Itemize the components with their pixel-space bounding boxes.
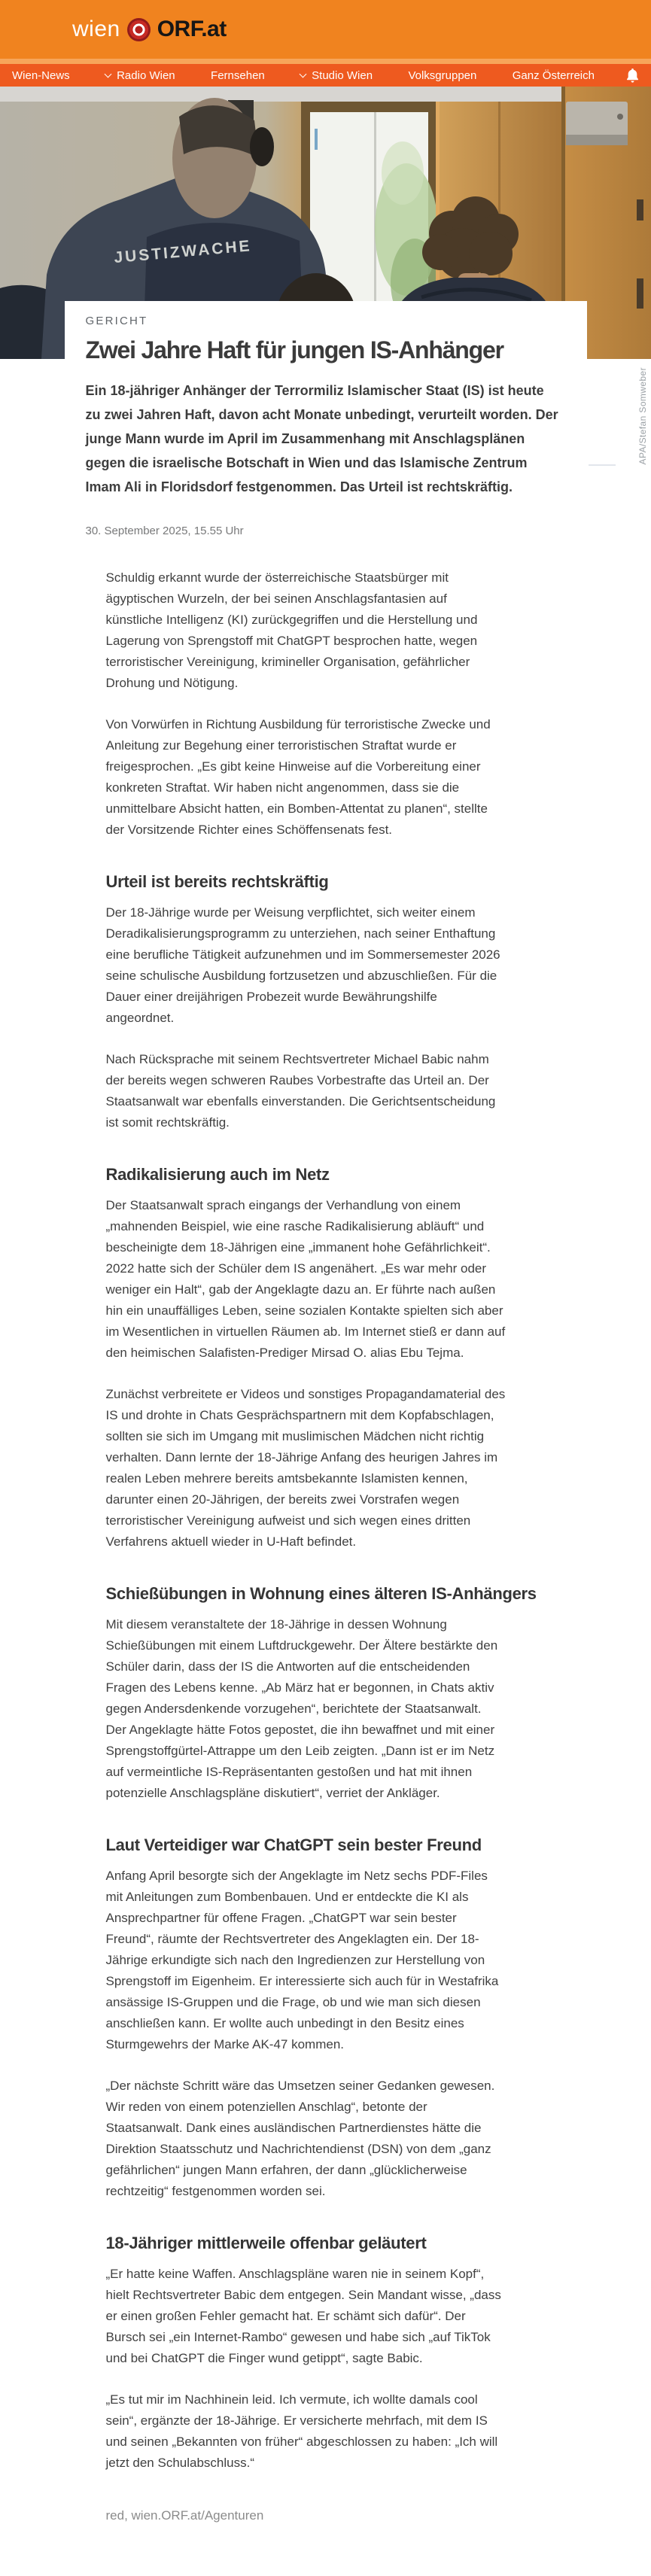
nav-item-label: Ganz Österreich bbox=[512, 68, 595, 82]
article-paragraph: Schuldig erkannt wurde der österreichische Staatsbürger mit ägyptischen Wurzeln, der bei seinen Anschlagsfantasien auf künstliche Intelligenz (KI) zurückgegriffen und die Herstellung und Lagerung von Sprengstoff mit ChatGPT besprochen hatte, wegen terroristischer Vereinigung, krimineller Organisation, gefährlicher Drohung und Nötigung. bbox=[105, 570, 478, 690]
photo-credit: APA/Stefan Somweber bbox=[637, 367, 648, 465]
article-paragraph: Nach Rücksprache mit seinem Rechtsvertreter Michael Babic nahm der bereits wegen schweren Raubes Vorbestrafte das Urteil an. Der Staatsanwalt war ebenfalls einverstanden. Die Gerichtsentscheidung ist somit rechtskräftig. bbox=[105, 1051, 496, 1130]
article-paragraph: Der Staatsanwalt sprach eingangs der Verhandlung von einem „mahnenden Beispiel, wie eine rasche Radikalisierung abläuft“ und bescheinigte dem 18-Jährigen eine „immanent hohe Gefährlichkeit“. 2022 hatte sich der Schüler dem IS angenähert. „Es war mehr oder weniger ein Halt“, gab der Angeklagte dazu an. Er führte nach außen hin ein unauffälliges Leben, seine sozialen Kontakte spielten sich aber im Wesentlichen in virtuellen Räumen ab. Im Internet stieß er dann auf den heimischen Salafisten-Prediger Mirsad O. alias Ebu Tejma. bbox=[105, 1197, 506, 1360]
article-header bbox=[65, 315, 587, 537]
nav-item-label: Wien-News bbox=[12, 68, 70, 82]
section-heading: 18-Jähriger mittlerweile offenbar geläutert bbox=[105, 2233, 427, 2252]
nav-item-label: Fernsehen bbox=[211, 68, 265, 82]
brand-site-label: ORF.at bbox=[157, 17, 227, 41]
bell-icon bbox=[626, 68, 639, 83]
article-date: 30. September 2025, 15.55 Uhr bbox=[85, 524, 244, 537]
chevron-down-icon bbox=[300, 71, 307, 78]
article-stage bbox=[0, 87, 651, 2576]
nav-item-studio-wien[interactable] bbox=[300, 69, 373, 82]
nav-item-fernsehen[interactable] bbox=[211, 69, 265, 82]
nav-item-label: Volksgruppen bbox=[408, 68, 477, 82]
article-lede: Ein 18-jähriger Anhänger der Terrormiliz Islamischer Staat (IS) ist heute zu zwei Jahren Haft, davon acht Monate unbedingt, verurteilt worden. Der junge Mann wurde im April im Zusammenhang mit Anschlagsplänen gegen die israelische Botschaft in Wien und das Islamische Zentrum Imam Ali in Floridsdorf festgenommen. Das Urteil ist rechtskräftig. bbox=[85, 382, 558, 494]
uniform-lettering: JUSTIZWACHE bbox=[113, 237, 253, 267]
section-heading: Laut Verteidiger war ChatGPT sein bester Freund bbox=[105, 1835, 482, 1854]
nav-item-label: Radio Wien bbox=[117, 68, 175, 82]
decorative-divider bbox=[589, 464, 616, 466]
article-paragraph: Mit diesem veranstaltete der 18-Jährige in dessen Wohnung Schießübungen mit einem Luftdruckgewehr. Der Ältere bestärkte den Schüler darin, dass der IS die Antworten auf die entscheidenden Fragen des Lebens kenne. „Ab März hat er begonnen, in Chats aktiv gegen Andersdenkende vorzugehen“, berichtete der Staatsanwalt. Der Angeklagte hätte Fotos gepostet, die ihn bewaffnet und mit einer Sprengstoffgürtel-Attrappe um den Leib zeigten. „Dann ist er im Netz auf vermeintliche IS-Repräsentanten gestoßen und hat mit ihnen potenzielle Anschlagspläne diskutiert“, verriet der Ankläger. bbox=[105, 1616, 498, 1800]
article-paragraph: Zunächst verbreitete er Videos und sonstiges Propagandamaterial des IS und drohte in Chats Gesprächspartnern mit dem Kopfabschlagen, sollten sie sich im Umgang mit muslimischen Mädchen nicht richtig verhalten. Dann lernte der 18-Jährige Anfang des heurigen Jahres im realen Leben mehrere bereits amtsbekannte Islamisten kennen, darunter einen 20-Jährigen, der bereits zwei Vorstrafen wegen terroristischer Vereinigung aufweist und sich wegen eines dritten Verfahrens aktuell wieder in U-Haft befindet. bbox=[105, 1386, 506, 1549]
chevron-down-icon bbox=[105, 71, 112, 78]
article-byline: red, wien.ORF.at/Agenturen bbox=[105, 2508, 264, 2523]
article-paragraph: Anfang April besorgte sich der Angeklagte im Netz sechs PDF-Files mit Anleitungen zum Bombenbauen. Und er entdeckte die KI als Ansprechpartner für offene Fragen. „ChatGPT war sein bester Freund“, räumte der Rechtsvertreter des Angeklagten ein. Der 18-Jährige erkundigte sich nach den Ingredienzen zur Herstellung von Sprengstoff im Eigenheim. Er interessierte sich auch für in Westafrika ansässige IS-Gruppen und die Frage, ob und wie man sich diesen anschließen kann. Er wollte auch unbedingt in den Besitz eines Sturmgewehrs der Marke AK-47 kommen. bbox=[105, 1868, 499, 2051]
article-paragraph: Von Vorwürfen in Richtung Ausbildung für terroristische Zwecke und Anleitung zur Begehung einer terroristischen Straftat wurde er freigesprochen. „Es gibt keine Hinweise auf die Vorbereitung einer konkreten Straftat. Wir haben nicht angenommen, dass sie die unmittelbare Absicht hatten, ein Bomben-Attentat zu planen“, stellte der Vorsitzende Richter eines Schöffensenats fest. bbox=[105, 716, 491, 837]
nav-items bbox=[12, 69, 626, 82]
article-paragraph: „Der nächste Schritt wäre das Umsetzen seiner Gedanken gewesen. Wir reden von einem potenziellen Anschlag“, betonte der Staatsanwalt. Dank eines ausländischen Partnerdienstes hätte die Direktion Staatsschutz und Nachrichtendienst (DSN) von dem „ganz gefährlichen“ jungen Mann erfahren, der dann „glücklicherweise rechtzeitig“ festgenommen worden sei. bbox=[105, 2078, 495, 2198]
brand-region-label: wien bbox=[72, 17, 120, 41]
section-heading: Urteil ist bereits rechtskräftig bbox=[105, 871, 329, 891]
article-paragraph: „Es tut mir im Nachhinein leid. Ich vermute, ich wollte damals cool sein“, ergänzte der 18-Jährige. Er versicherte mehrfach, mit dem IS und seinen „Bekannten von früher“ abgeschlossen zu haben: „Ich will jetzt den Schulabschluss.“ bbox=[105, 2392, 498, 2470]
nav-item-wien-news[interactable] bbox=[12, 69, 70, 82]
article-kicker: GERICHT bbox=[85, 315, 148, 327]
nav-item-label: Studio Wien bbox=[312, 68, 373, 82]
article-paragraph: „Er hatte keine Waffen. Anschlagspläne waren nie in seinem Kopf“, hielt Rechtsvertreter Babic dem entgegen. Sein Mandant wisse, „dass er einen großen Fehler gemacht hat. Er schämt sich dafür“. Der Bursch sei „ein Internet-Rambo“ gewesen und habe sich „auf TikTok und bei ChatGPT die Finger wund getippt“, sagte Babic. bbox=[105, 2266, 501, 2365]
notifications-button[interactable] bbox=[626, 68, 640, 83]
article-blocks bbox=[65, 567, 587, 2474]
top-header bbox=[0, 0, 651, 59]
main-navigation bbox=[0, 64, 651, 87]
orf-logo-icon bbox=[127, 18, 151, 41]
nav-item-radio-wien[interactable] bbox=[105, 69, 175, 82]
nav-item-ganz-österreich[interactable] bbox=[513, 69, 595, 82]
section-heading: Radikalisierung auch im Netz bbox=[105, 1164, 330, 1184]
article-card bbox=[65, 301, 587, 2576]
section-heading: Schießübungen in Wohnung eines älteren IS-Anhängers bbox=[105, 1583, 537, 1603]
article-title: Zwei Jahre Haft für jungen IS-Anhänger bbox=[85, 336, 503, 363]
nav-item-volksgruppen[interactable] bbox=[408, 69, 476, 82]
article-paragraph: Der 18-Jährige wurde per Weisung verpflichtet, sich weiter einem Deradikalisierungsprogramm zu unterziehen, nach seiner Enthaftung eine berufliche Tätigkeit aufzunehmen und im Sommersemester 2026 seine schulische Ausbildung fortzusetzen und abzuschließen. Für die Dauer einer dreijährigen Probezeit wurde Bewährungshilfe angeordnet. bbox=[105, 905, 500, 1025]
orf-home-link[interactable] bbox=[72, 17, 227, 42]
header-divider-strip bbox=[0, 59, 651, 64]
